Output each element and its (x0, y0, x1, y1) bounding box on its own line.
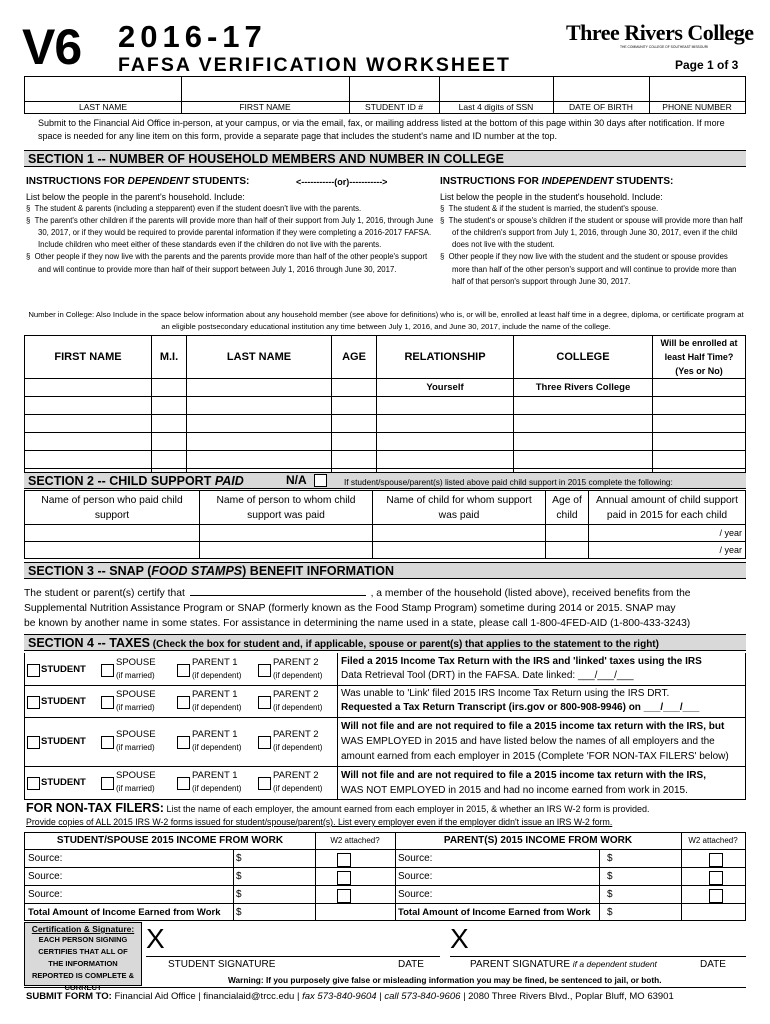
page-number: Page 1 of 3 (675, 58, 739, 72)
parent2-checkbox-2[interactable] (258, 696, 271, 709)
college-logo (566, 20, 754, 46)
id-fields (24, 76, 746, 114)
cs-col-amount: Annual amount of child support paid in 2015 for each child (589, 491, 746, 525)
col-last-name: LAST NAME (187, 336, 332, 379)
certification-label: Certification & Signature: (31, 924, 135, 934)
student-checkbox-1[interactable] (27, 664, 40, 677)
cs-col-payee: Name of person to whom child support was paid (200, 491, 373, 525)
college-three-rivers: Three Rivers College (514, 379, 653, 397)
tax-options (24, 653, 746, 800)
income-table (24, 832, 746, 921)
spouse-checkbox-3[interactable] (101, 736, 114, 749)
student-checkbox-2[interactable] (27, 696, 40, 709)
parent1-checkbox-1[interactable] (177, 664, 190, 677)
parent1-label: PARENT 1 (if dependent) (192, 689, 242, 712)
footer-office[interactable]: Financial Aid Office | financialaid@trcc.edu | (111, 991, 303, 1002)
parent1-checkbox-4[interactable] (177, 777, 190, 790)
student-id-field[interactable]: STUDENT ID # (365, 102, 423, 112)
footer-fax: fax 573-840-9604 | (302, 991, 385, 1002)
parent2-checkbox-4[interactable] (258, 777, 271, 790)
independent-item-2: § The student's or spouse's children if the student or spouse will provide more than half of the children's support from July 1, 2016, through June 30, 2017, even if the child does not live with the student. (440, 216, 743, 250)
nontax-note: Provide copies of ALL 2015 IRS W-2 forms issued for student/spouse/parent(s). List every employer even if the employer didn't issue an IRS W-2 form. (26, 817, 613, 827)
parent1-checkbox-2[interactable] (177, 696, 190, 709)
snap-text (24, 584, 746, 631)
parent1-label: PARENT 1 (if dependent) (192, 729, 242, 752)
parent2-label: PARENT 2 (if dependent) (273, 657, 323, 680)
col-college: COLLEGE (514, 336, 653, 379)
parent-income-header: PARENT(S) 2015 INCOME FROM WORK (443, 835, 633, 846)
household-table (24, 335, 746, 487)
independent-heading: INSTRUCTIONS FOR INDEPENDENT STUDENTS: (440, 176, 674, 187)
form-code: V6 (22, 19, 82, 75)
dob-field[interactable]: DATE OF BIRTH (569, 102, 633, 112)
col-half-time: Will be enrolled at least Half Time? (Yes or No) (653, 336, 746, 379)
child-support-row[interactable] (25, 525, 746, 542)
parent-amount-1[interactable]: $ (607, 853, 613, 864)
student-label: STUDENT (41, 664, 86, 675)
phone-field[interactable]: PHONE NUMBER (662, 102, 732, 112)
student-date-label: DATE (398, 959, 424, 970)
parent-source-1[interactable]: Source: (398, 853, 433, 864)
certification-text: EACH PERSON SIGNING CERTIFIES THAT ALL OF THE INFORMATION REPORTED IS COMPLETE & CORRECT (31, 935, 135, 992)
submit-note: Submit to the Financial Aid Office in-person, at your campus, or via the email, fax, or mailing address listed at the bottom of this page within 30 days after notification. If more space is needed for any line item on this form, provide a separate page that includes the student's name and ID number at the top. (38, 118, 725, 141)
student-source-2[interactable]: Source: (28, 871, 63, 882)
parent2-checkbox-1[interactable] (258, 664, 271, 677)
student-checkbox-4[interactable] (27, 777, 40, 790)
spouse-checkbox-2[interactable] (101, 696, 114, 709)
footer-label: SUBMIT FORM TO: (26, 991, 112, 1002)
independent-item-1: § The student & if the student is married, the student's spouse. (440, 204, 659, 214)
student-label: STUDENT (41, 777, 86, 788)
spouse-label: SPOUSE (if married) (116, 770, 156, 793)
dependent-item-1: § The student & parents (including a stepparent) even if the student doesn't live with the parents. (26, 204, 362, 214)
household-row[interactable] (25, 451, 746, 469)
section2-title: SECTION 2 -- CHILD SUPPORT PAID (24, 472, 746, 489)
student-total-amount[interactable]: $ (236, 907, 242, 918)
ssn-field[interactable]: Last 4 digits of SSN (458, 102, 534, 112)
parent-source-3[interactable]: Source: (398, 889, 433, 900)
dependent-item-2: § The parent's other children if the parents will provide more than half of their support from July 1, 2016, through June 30, 2017, or if they would be required to provide parental information if they were completing a 2016-2017 FAFSA. Include children who meet either of these standards even if the children do not live with the parents. (26, 216, 434, 250)
parent-source-2[interactable]: Source: (398, 871, 433, 882)
parent-sign-x: X (450, 923, 469, 954)
section1-title: SECTION 1 -- NUMBER OF HOUSEHOLD MEMBERS AND NUMBER IN COLLEGE (24, 150, 746, 167)
parent-total-label: Total Amount of Income Earned from Work (398, 907, 591, 918)
parent-amount-2[interactable]: $ (607, 871, 613, 882)
last-name-field[interactable]: LAST NAME (78, 102, 128, 112)
footer-address: 2080 Three Rivers Blvd., Poplar Bluff, MO 63901 (468, 991, 674, 1002)
parent1-checkbox-3[interactable] (177, 736, 190, 749)
per-year-label: / year (589, 525, 746, 542)
parent1-label: PARENT 1 (if dependent) (192, 770, 242, 793)
section3-title: SECTION 3 -- SNAP (FOOD STAMPS) BENEFIT INFORMATION (24, 562, 746, 579)
spouse-label: SPOUSE (if married) (116, 729, 156, 752)
parent2-checkbox-3[interactable] (258, 736, 271, 749)
tax-option-1: Filed a 2015 Income Tax Return with the IRS and 'linked' taxes using the IRS Data Retrieval Tool (DRT) in the FAFSA. Date linked: ___/___/___ (341, 656, 702, 681)
parent-signature-line[interactable] (450, 956, 746, 957)
logo-text: Three Rivers College (566, 20, 754, 45)
spouse-label: SPOUSE (if married) (116, 657, 156, 680)
parent2-label: PARENT 2 (if dependent) (273, 729, 323, 752)
dependent-intro: List below the people in the parent's household. Include: (26, 192, 245, 202)
warning-text: Warning: If you purposely give false or misleading information you may be fined, be sentenced to jail, or both. (228, 975, 662, 985)
household-row[interactable] (25, 379, 746, 397)
spouse-label: SPOUSE (if married) (116, 689, 156, 712)
student-amount-2[interactable]: $ (236, 871, 242, 882)
tax-option-2: Was unable to 'Link' filed 2015 IRS Income Tax Return using the IRS DRT. Requested a Tax Return Transcript (irs.gov or 800-908-9946) on ___/___/___ (341, 688, 700, 713)
snap-line1a: The student or parent(s) certify that (24, 588, 185, 599)
household-row[interactable] (25, 397, 746, 415)
relationship-yourself: Yourself (377, 379, 514, 397)
independent-instructions (440, 191, 746, 288)
spouse-checkbox-1[interactable] (101, 664, 114, 677)
cs-col-age: Age of child (546, 491, 589, 525)
parent2-label: PARENT 2 (if dependent) (273, 770, 323, 793)
child-support-table (24, 490, 746, 559)
parent-w2-checkbox-3[interactable] (709, 889, 723, 903)
dependent-item-3: § Other people if they now live with the parents and the parents provide more than half of the other people's support and will continue to provide more than half of their support between July 1, 2016 through June 30, 2017. (26, 252, 428, 274)
student-amount-1[interactable]: $ (236, 853, 242, 864)
student-label: STUDENT (41, 736, 86, 747)
household-row[interactable] (25, 433, 746, 451)
tax-option-4: Will not file and are not required to file a 2015 income tax return with the IRS, WAS NOT EMPLOYED in 2015 and had no income earned from work in 2015. (341, 770, 706, 796)
w2-header-right: W2 attached? (688, 836, 738, 845)
col-age: AGE (332, 336, 377, 379)
footer (26, 991, 748, 1002)
parent-date-label: DATE (700, 959, 726, 970)
student-source-1[interactable]: Source: (28, 853, 63, 864)
student-signature-line[interactable] (146, 956, 440, 957)
dependent-instructions (26, 191, 434, 276)
first-name-field[interactable]: FIRST NAME (239, 102, 291, 112)
student-sign-x: X (146, 923, 165, 954)
student-amount-3[interactable]: $ (236, 889, 242, 900)
parent-w2-checkbox-2[interactable] (709, 871, 723, 885)
student-w2-checkbox-3[interactable] (337, 889, 351, 903)
form-title: FAFSA VERIFICATION WORKSHEET (118, 54, 511, 76)
col-relationship: RELATIONSHIP (377, 336, 514, 379)
form-year: 2016-17 (118, 19, 267, 54)
student-checkbox-3[interactable] (27, 736, 40, 749)
parent2-label: PARENT 2 (if dependent) (273, 689, 323, 712)
spouse-checkbox-4[interactable] (101, 777, 114, 790)
cs-col-child: Name of child for whom support was paid (373, 491, 546, 525)
col-mi: M.I. (152, 336, 187, 379)
student-w2-checkbox-1[interactable] (337, 853, 351, 867)
w2-header-left: W2 attached? (330, 836, 380, 845)
student-signature-label: STUDENT SIGNATURE (168, 959, 276, 970)
parent-total-amount[interactable]: $ (607, 907, 613, 918)
tax-option-3: Will not file and are not required to file a 2015 income tax return with the IRS, but WAS EMPLOYED in 2015 and have listed below the names of all employers and the amount earned from each employer in 2015 (Complete 'FOR NON-TAX FILERS' below) (341, 721, 729, 762)
student-label: STUDENT (41, 696, 86, 707)
logo-subtitle: THE COMMUNITY COLLEGE OF SOUTHEAST MISSOURI (620, 45, 708, 49)
parent-signature-label: PARENT SIGNATURE if a dependent student (470, 959, 657, 970)
section2-na: N/A (286, 473, 327, 487)
nontax-heading: FOR NON-TAX FILERS: List the name of each employer, the amount earned from each employer in 2015, & whether an IRS W-2 form is provided. (26, 801, 650, 815)
snap-member-input[interactable] (190, 584, 366, 596)
snap-line1b: , a member of the household (listed above), received benefits from the (370, 588, 691, 599)
parent-w2-checkbox-1[interactable] (709, 853, 723, 867)
student-income-header: STUDENT/SPOUSE 2015 INCOME FROM WORK (56, 835, 284, 846)
parent1-label: PARENT 1 (if dependent) (192, 657, 242, 680)
household-row[interactable] (25, 415, 746, 433)
col-first-name: FIRST NAME (25, 336, 152, 379)
or-divider: <-----------(or)-----------> (296, 177, 388, 187)
independent-intro: List below the people in the student's household. Include: (440, 192, 663, 202)
per-year-label: / year (589, 542, 746, 559)
parent-amount-3[interactable]: $ (607, 889, 613, 900)
child-support-row[interactable] (25, 542, 746, 559)
na-checkbox[interactable] (314, 474, 327, 487)
snap-line2: Supplemental Nutrition Assistance Program or SNAP (formerly known as the Food Stamp Program) sometime during 2014 or 2015. SNAP may (24, 603, 676, 614)
certification-box (24, 922, 142, 992)
section2-note: If student/spouse/parent(s) listed above paid child support in 2015 complete the following: (344, 477, 673, 487)
student-source-3[interactable]: Source: (28, 889, 63, 900)
student-w2-checkbox-2[interactable] (337, 871, 351, 885)
independent-item-3: § Other people if they now live with the student and the student or spouse provides more than half of the other person's support and will continue to provide more than half of that person's support through June 30, 2017. (440, 252, 737, 286)
section4-title: SECTION 4 -- TAXES (Check the box for student and, if applicable, spouse or parent(s) that applies to the statement to the right) (24, 634, 746, 651)
footer-phone: call 573-840-9606 | (384, 991, 469, 1002)
in-college-note: Number in College: Also Include in the space below information about any household member (see above for definitions) who is, or will be, enrolled at least half time in a degree, diploma, or certificate program at an eligible postsecondary educational institution any time between July 1, 2016, and June 30, 2017, include the name of the college. (28, 310, 744, 331)
student-total-label: Total Amount of Income Earned from Work (28, 907, 221, 918)
snap-line3: be known by another name in some states. For assistance in determining the name used in a state, please call 1-800-4FED-AID (1-800-433-3243) (24, 618, 691, 629)
dependent-heading: INSTRUCTIONS FOR DEPENDENT STUDENTS: (26, 176, 250, 187)
cs-col-payer: Name of person who paid child support (25, 491, 200, 525)
